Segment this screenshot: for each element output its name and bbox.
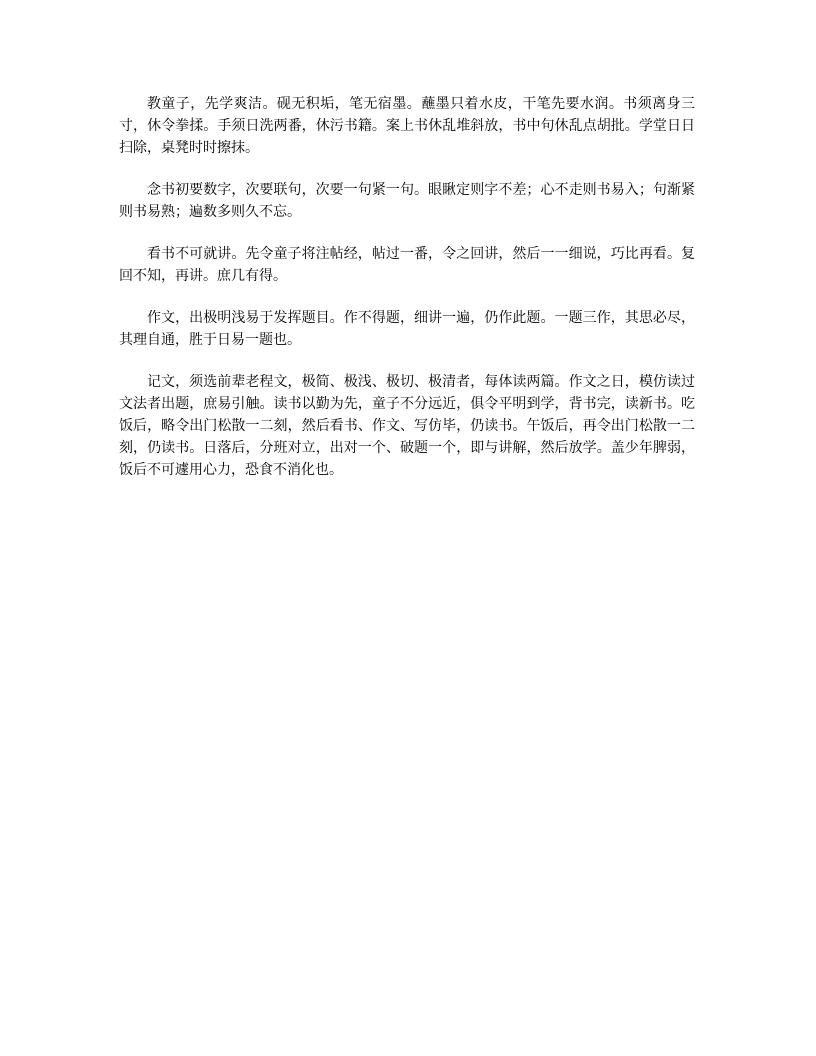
paragraph-explaining: 看书不可就讲。先令童子将注帖经，帖过一番，令之回讲，然后一一细说，巧比再看。复回不知，再讲。庶几有得。: [119, 246, 695, 284]
paragraph-reading: 念书初要数字，次要联句，次要一句紧一句。眼瞅定则字不差；心不走则书易入；句渐紧则书易熟；遍数多则久不忘。: [119, 182, 695, 220]
paragraph-cleanliness: 教童子，先学爽洁。砚无积垢，笔无宿墨。蘸墨只着水皮，干笔先要水润。书须离身三寸，休令拳揉。手须日洗两番，休污书籍。案上书休乱堆斜放，书中句休乱点胡批。学堂日日扫除，桌凳时时擦抹。: [119, 96, 695, 156]
paragraph-composition: 作文，出极明浅易于发挥题目。作不得题，细讲一遍，仍作此题。一题三作，其思必尽，其理自通，胜于日易一题也。: [119, 310, 695, 348]
document-body: [119, 93, 695, 501]
paragraph-memorization-schedule: 记文，须选前辈老程文，极简、极浅、极切、极清者，每体读两篇。作文之日，模仿读过文法者出题，庶易引触。读书以勤为先，童子不分远近，俱令平明到学，背书完，读新书。吃饭后，略令出门松散一二刻，然后看书、作文、写仿毕，仍读书。午饭后，再令出门松散一二刻，仍读书。日落后，分班对立，出对一个、破题一个，即与讲解，然后放学。盖少年脾弱，饭后不可遽用心力，恐食不消化也。: [119, 374, 695, 478]
